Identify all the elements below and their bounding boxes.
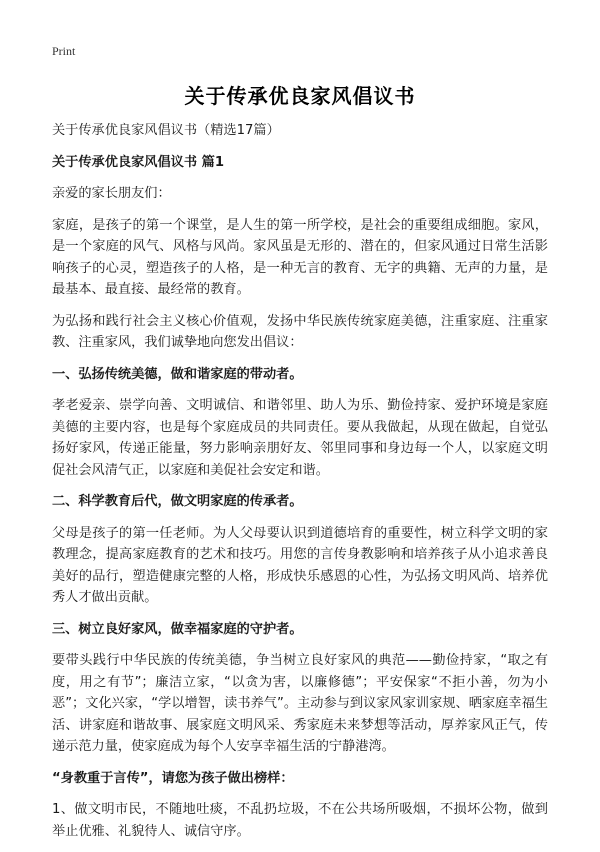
- section-2-paragraph: 父母是孩子的第一任老师。为人父母要认识到道德培育的重要性，树立科学文明的家教理念，提高家庭教育的艺术和技巧。用您的言传身教影响和培养孩子从小追求善良美好的品行，塑造健康完整的人格，形成快乐感恩的心性，为弘扬文明风尚、培养优秀人才做出贡献。: [52, 525, 548, 605]
- example-heading: “身教重于言传”，请您为孩子做出榜样：: [52, 770, 294, 786]
- page-title: 关于传承优良家风倡议书: [184, 84, 416, 108]
- list-item: 1、做文明市民，不随地吐痰，不乱扔垃圾，不在公共场所吸烟，不损坏公物，做到举止优雅、礼貌待人、诚信守序。: [52, 802, 548, 839]
- document-subtitle: 关于传承优良家风倡议书（精选17篇）: [52, 123, 280, 138]
- section-2-heading: 二、科学教育后代，做文明家庭的传承者。: [52, 494, 303, 509]
- article-heading: 关于传承优良家风倡议书 篇1: [52, 154, 225, 170]
- section-3-paragraph: 要带头践行中华民族的传统美德，争当树立良好家风的典范——勤俭持家，“取之有度，用之有节”；廉洁立家，“以贪为害，以廉修德”；平安保家“不拒小善，勿为小恶”；文化兴家，“学以增智，读书养气”。主动参与到议家风家训家规、晒家庭幸福生活、讲家庭和谐故事、展家庭文明风采、秀家庭未来梦想等活动，厚养家风正气，传递示范力量，使家庭成为每个人安享幸福生活的宁静港湾。: [52, 653, 548, 754]
- section-1-heading: 一、弘扬传统美德，做和谐家庭的带动者。: [52, 366, 303, 382]
- section-3-heading: 三、树立良好家风，做幸福家庭的守护者。: [52, 621, 303, 637]
- print-label: Print: [52, 44, 76, 58]
- intro-paragraph-2: 为弘扬和践行社会主义核心价值观，发扬中华民族传统家庭美德，注重家庭、注重家教、注重家风，我们诚挚地向您发出倡议：: [52, 313, 548, 350]
- intro-paragraph-1: 家庭，是孩子的第一个课堂，是人生的第一所学校，是社会的重要组成细胞。家风，是一个家庭的风气、风格与风尚。家风虽是无形的、潜在的，但家风通过日常生活影响孩子的心灵，塑造孩子的人格，是一种无言的教育、无字的典籍、无声的力量，是最基本、最直接、最经常的教育。: [52, 217, 548, 297]
- document-body: [52, 120, 548, 852]
- salutation: 亲爱的家长朋友们：: [52, 186, 171, 201]
- section-1-paragraph: 孝老爱亲、崇学向善、文明诚信、和谐邻里、助人为乐、勤俭持家、爱护环境是家庭美德的主要内容，也是每个家庭成员的共同责任。要从我做起，从现在做起，自觉弘扬好家风，传递正能量，努力影响亲朋好友、邻里同事和身边每一个人，以家庭文明促社会风清气正，以家庭和美促社会安定和谐。: [52, 398, 548, 478]
